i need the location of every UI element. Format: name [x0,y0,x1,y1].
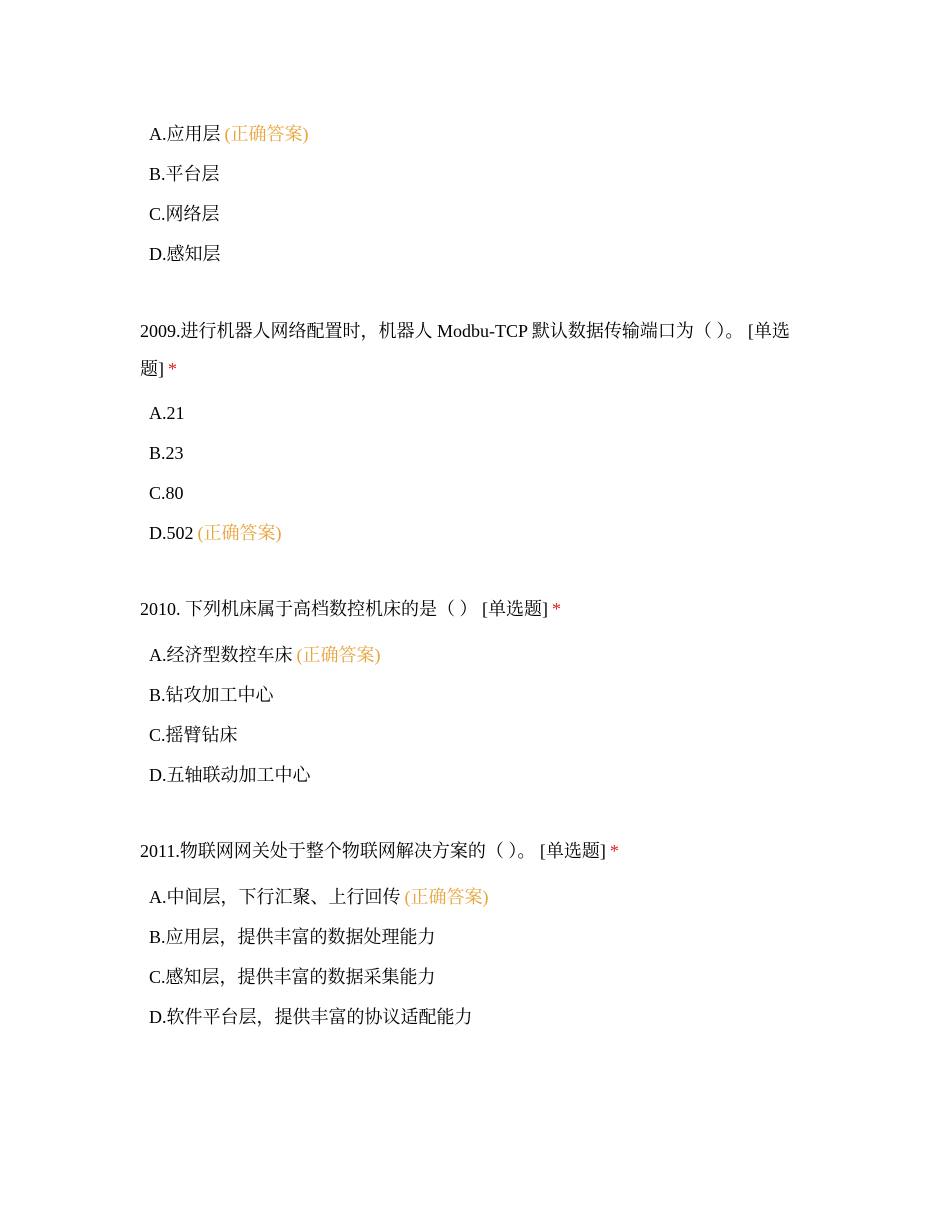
option-a [149,635,849,675]
option-d [149,513,849,553]
option-a [149,877,849,917]
option-text: D.502 [149,523,194,543]
question-2009 [140,312,812,388]
option-text: B.23 [149,443,184,463]
question-2010 [140,590,812,628]
option-b [149,433,849,473]
correct-answer-tag: (正确答案) [404,887,489,907]
option-c [149,715,849,755]
option-list [149,114,849,274]
option-list [149,877,849,1037]
option-text: D.感知层 [149,244,221,264]
required-mark: * [609,841,619,861]
option-c [149,194,849,234]
correct-answer-tag: (正确答案) [197,523,282,543]
option-b [149,154,849,194]
option-text: C.网络层 [149,204,220,224]
option-text: A.中间层，下行汇聚、上行回传 [149,887,401,907]
question-text: 2009.进行机器人网络配置时，机器人 Modbu-TCP 默认数据传输端口为（ ）。 [单选题] [140,321,790,379]
option-list [149,635,849,795]
option-text: A.经济型数控车床 [149,645,293,665]
option-text: D.软件平台层，提供丰富的协议适配能力 [149,1007,473,1027]
option-b [149,917,849,957]
option-c [149,473,849,513]
option-c [149,957,849,997]
option-text: C.感知层，提供丰富的数据采集能力 [149,967,436,987]
option-text: C.80 [149,483,184,503]
option-text: C.摇臂钻床 [149,725,238,745]
option-d [149,755,849,795]
option-d [149,234,849,274]
option-list [149,393,849,553]
option-text: A.21 [149,403,185,423]
correct-answer-tag: (正确答案) [224,124,309,144]
required-mark: * [168,359,177,379]
question-text: 2010. 下列机床属于高档数控机床的是（ ） [单选题] [140,599,548,619]
option-text: D.五轴联动加工中心 [149,765,311,785]
option-text: A.应用层 [149,124,221,144]
option-text: B.应用层，提供丰富的数据处理能力 [149,927,436,947]
option-text: B.平台层 [149,164,220,184]
question-2011 [140,832,812,870]
correct-answer-tag: (正确答案) [296,645,381,665]
option-b [149,675,849,715]
option-text: B.钻攻加工中心 [149,685,274,705]
required-mark: * [552,599,561,619]
option-d [149,997,849,1037]
option-a [149,114,849,154]
option-a [149,393,849,433]
question-text: 2011.物联网网关处于整个物联网解决方案的（ ）。 [单选题] [140,841,606,861]
